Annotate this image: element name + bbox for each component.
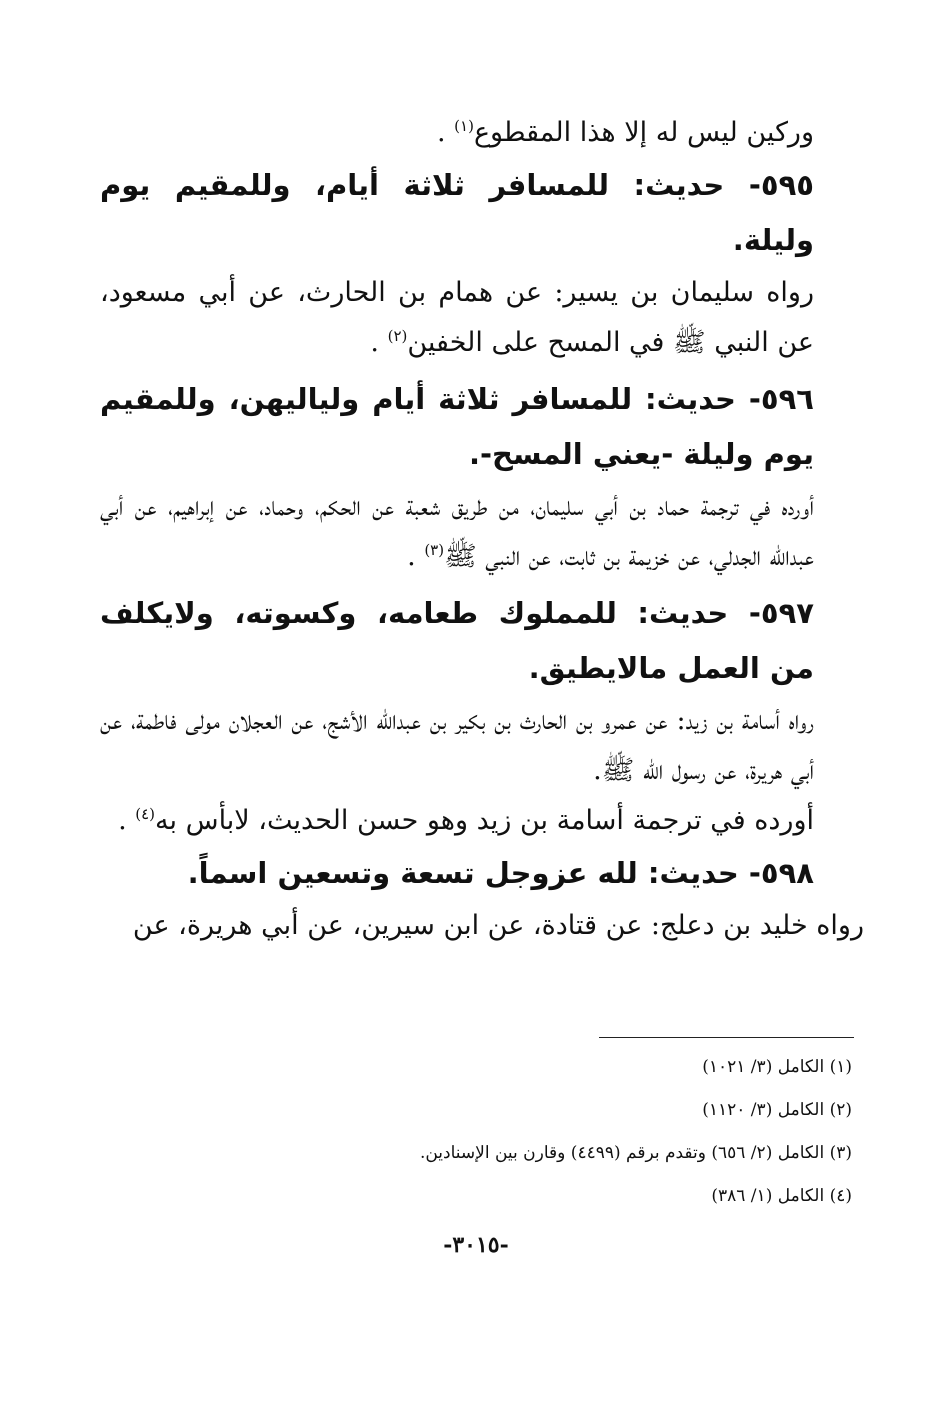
hadith-597-note: أورده في ترجمة أسامة بن زيد وهو حسن الحديث، لابأس به$^{(٤)}$ . [118,805,814,836]
footnotes [100,1046,852,1218]
hadith-597-text: رواه أسامة بن زيد: عن عمرو بن الحارث بن بكير بن عبدالله الأشج، عن العجلان مولى فاطمة، عن أبي هريرة، عن رسول الله ﷺ. [100,705,814,786]
hadith-595-heading: ٥٩٥- حديث: للمسافر ثلاثة أيام، وللمقيم يوم وليلة. [100,168,814,257]
hadith-598-text: رواه خليد بن دعلج: عن قتادة، عن ابن سيرين، عن أبي هريرة، عن [132,910,864,941]
footnote-4: (٤) الكامل (١/ ٣٨٦) [711,1186,852,1206]
footnote-ref-1[interactable]: (١) [454,117,474,135]
page-number: -٣٠١٥- [443,1232,509,1258]
hadith-595-text: رواه سليمان بن يسير: عن همام بن الحارث، عن أبي مسعود، عن النبي ﷺ في المسح على الخفين$^{(٢)}$ . [100,277,814,358]
footnote-divider [599,1037,854,1038]
footnote-ref-4[interactable]: (٤) [135,805,156,823]
page-body [100,108,864,951]
footnote-1: (١) الكامل (٣/ ١٠٢١) [702,1057,852,1077]
footnote-ref-3[interactable]: (٣) [424,541,445,559]
hadith-596-text: أورده في ترجمة حماد بن أبي سليمان، من طريق شعبة عن الحكم، وحماد، عن إبراهيم، عن أبي عبدالله الجدلي، عن خزيمة بن ثابت، عن النبي ﷺ$^{(٣)}$ . [100,491,814,572]
hadith-598-heading: ٥٩٨- حديث: لله عزوجل تسعة وتسعين اسماً. [187,856,814,890]
footnote-ref-2[interactable]: (٢) [387,327,408,345]
hadith-596-heading: ٥٩٦- حديث: للمسافر ثلاثة أيام ولياليهن، وللمقيم يوم وليلة -يعني المسح-. [100,382,814,471]
hadith-597-heading: ٥٩٧- حديث: للمملوك طعامه، وكسوته، ولايكلف من العمل مالايطيق. [100,596,814,685]
paragraph-continuation: وركين ليس له إلا هذا المقطوع$^{(١)}$ . [436,117,814,148]
footnote-3: (٣) الكامل (٢/ ٦٥٦) وتقدم برقم (٤٤٩٩) وقارن بين الإسنادين. [419,1143,852,1163]
footnote-2: (٢) الكامل (٣/ ١١٢٠) [702,1100,852,1120]
